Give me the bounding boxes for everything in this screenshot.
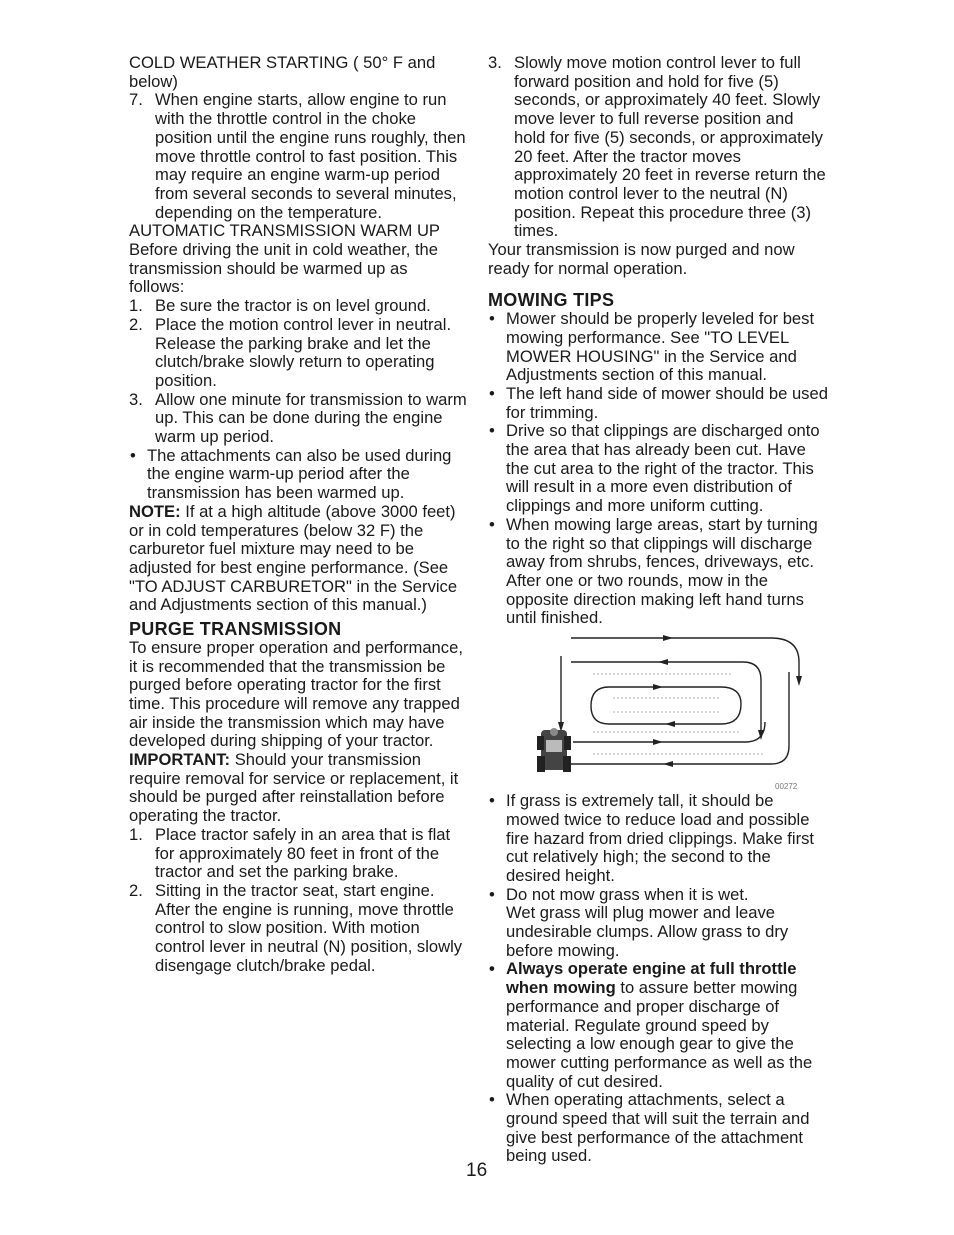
mowing-tip [488, 310, 828, 385]
warmup-step [129, 391, 467, 447]
step-number: 3. [488, 53, 502, 72]
step-text: Slowly move motion control lever to full forward position and hold for five (5) seconds, or approximately 40 feet. Slowly move lever to full reverse position and hold for five (5) seconds, or approximately 20 feet. After the tractor moves approximately 20 feet in reverse return the motion control lever to the neutral (N) position. Repeat this procedure three (3) times. [514, 53, 826, 241]
purge-done: Your transmission is now purged and now ready for normal operation. [488, 240, 795, 278]
purge-step [488, 54, 828, 241]
step-number: 7. [129, 90, 143, 110]
warmup-intro: Before driving the unit in cold weather, the transmission should be warmed up as follows: [129, 240, 439, 297]
mowing-pattern-diagram [513, 632, 805, 792]
tip-text: Do not mow grass when it is wet. [506, 884, 749, 904]
warmup-step [129, 316, 467, 391]
mowing-tip [488, 886, 828, 961]
bullet-text: The attachments can also be used during the engine warm-up period after the transmission has been warmed up. [147, 445, 452, 503]
step-text: Place the motion control lever in neutral. Release the parking brake and let the clutch/brake slowly return to operating position. [155, 314, 452, 390]
step-text: Allow one minute for transmission to warm up. This can be done during the engine warm up period. [155, 389, 467, 447]
tip-text: to assure better mowing performance and proper discharge of material. Regulate ground speed by selecting a low enough gear to give the mower cutting performance as well as the quality of cut desired. [506, 978, 813, 1091]
step-number: 1. [129, 824, 143, 844]
purge-heading: PURGE TRANSMISSION [129, 619, 342, 640]
bullet-mark: • [489, 421, 495, 441]
right-column [488, 54, 828, 1166]
step-number: 2. [129, 314, 143, 334]
warmup-heading: AUTOMATIC TRANSMISSION WARM UP [129, 221, 440, 241]
mowing-tip [488, 960, 828, 1091]
step-number: 3. [129, 389, 143, 409]
mowing-tip [488, 792, 828, 886]
step-number: 1. [129, 296, 143, 316]
purge-step [129, 826, 467, 882]
mowing-heading: MOWING TIPS [488, 290, 615, 311]
step-text: When engine starts, allow engine to run with the throttle control in the choke position until the engine runs roughly, then move throttle control to fast position. This may require an engine warm-up period from several seconds to several minutes, depending on the temperature. [155, 90, 466, 222]
bullet-mark: • [489, 884, 495, 904]
purge-step [129, 882, 467, 976]
diagram-code: 00272 [775, 782, 798, 792]
mowing-tip [488, 1091, 828, 1166]
cold-weather-heading: COLD WEATHER STARTING ( 50° F and below) [129, 53, 436, 91]
note-label: NOTE: [129, 501, 181, 521]
note-paragraph [129, 503, 467, 615]
tip-text: If grass is extremely tall, it should be mowed twice to reduce load and possible fire hazard from dried clippings. Make first cut relatively high; the second to the desired height. [506, 791, 815, 885]
tip-text: When mowing large areas, start by turning to the right so that clippings will discharge away from shrubs, fences, driveways, etc. After one or two rounds, mow in the opposite direction making left hand turns until finished. [506, 514, 818, 628]
direction-arrows [558, 635, 802, 767]
bullet-mark: • [489, 309, 495, 329]
step-text: Place tractor safely in an area that is flat for approximately 80 feet in front of the tractor and set the parking brake. [155, 824, 451, 882]
tip-bold-text: Always operate engine at full throttle when mowing [506, 959, 797, 998]
bullet-mark: • [489, 1090, 495, 1110]
tip-text-continued: Wet grass will plug mower and leave undesirable clumps. Allow grass to dry before mowing. [506, 903, 789, 960]
mowing-path-lines [551, 638, 799, 764]
tractor-icon [537, 728, 571, 772]
tip-text: The left hand side of mower should be used for trimming. [506, 383, 828, 422]
bullet-mark: • [489, 514, 495, 534]
purge-intro: To ensure proper operation and performance, it is recommended that the transmission be purged before operating tractor for the first time. This procedure will remove any trapped air inside the transmission which may have developed during shipping of your tractor. [129, 637, 463, 751]
step-text: Be sure the tractor is on level ground. [155, 296, 431, 316]
mowing-tip [488, 422, 828, 516]
step-text: Sitting in the tractor seat, start engine. After the engine is running, move throttle control to slow position. With motion control lever in neutral (N) position, slowly disengage clutch/brake pedal. [155, 880, 463, 975]
bullet-mark: • [489, 791, 495, 811]
tip-text: Mower should be properly leveled for best mowing performance. See "TO LEVEL MOWER HOUSING" in the Service and Adjustments section of this manual. [506, 309, 815, 385]
important-paragraph [129, 751, 467, 826]
warmup-bullet [129, 447, 467, 503]
mowing-tip [488, 385, 828, 422]
bullet-mark: • [489, 383, 495, 403]
warmup-step [129, 297, 467, 316]
important-label: IMPORTANT: [129, 750, 231, 770]
note-text: If at a high altitude (above 3000 feet) or in cold temperatures (below 32 F) the carburetor fuel mixture may need to be adjusted for best engine performance. (See "TO ADJUST CARBURETOR" in the Service and Adjustments section of this manual.) [129, 501, 458, 615]
tip-text: When operating attachments, select a ground speed that will suit the terrain and give best performance of the attachment being used. [506, 1090, 810, 1166]
bullet-mark: • [489, 959, 495, 979]
important-text: Should your transmission require removal for service or replacement, it should be purged after reinstallation before operating the tractor. [129, 750, 459, 826]
tip-text: Drive so that clippings are discharged onto the area that has already been cut. Have the cut area to the right of the tractor. This will result in a more even distribution of clippings and more uniform cutting. [506, 421, 820, 516]
step-number: 2. [129, 880, 143, 900]
left-column [129, 54, 467, 975]
cold-weather-step [129, 91, 467, 222]
page-number: 16 [466, 1160, 488, 1181]
bullet-mark: • [130, 445, 136, 465]
mowing-tip [488, 516, 828, 628]
